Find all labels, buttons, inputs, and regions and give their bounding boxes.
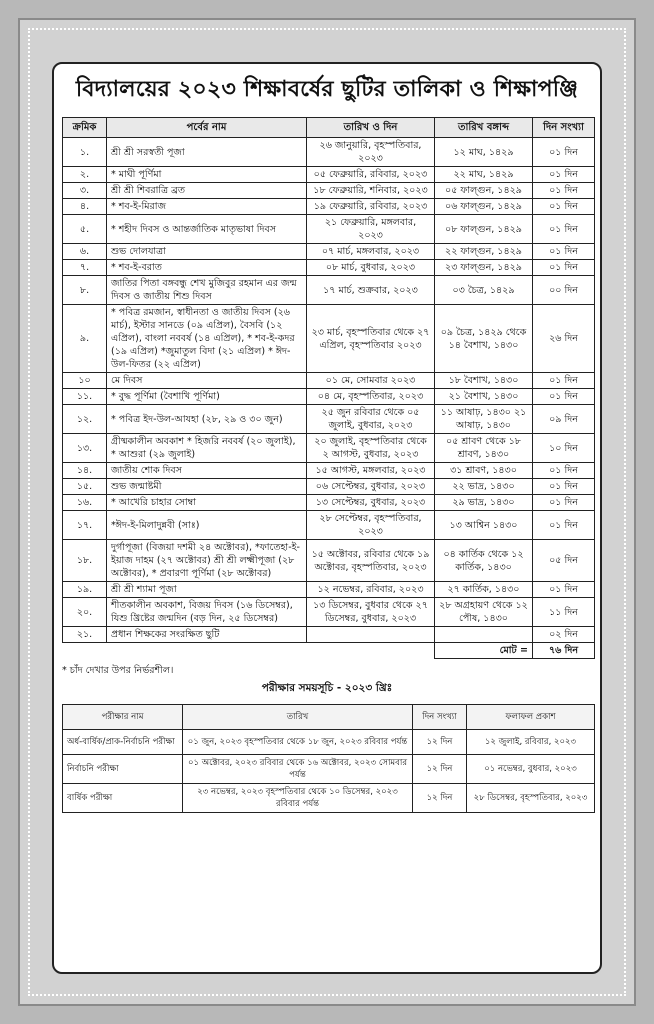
row-day-count: ০১ দিন [533,244,595,260]
holiday-row [63,199,595,215]
row-serial: ৮. [63,276,107,305]
row-bangla-date: ২১ বৈশাখ, ১৪৩০ [435,389,533,405]
row-festival-name: প্রধান শিক্ষকের সংরক্ষিত ছুটি [107,627,307,643]
holiday-row [63,183,595,199]
row-day-count: ২৬ দিন [533,305,595,373]
row-day-count: ০১ দিন [533,183,595,199]
row-festival-name: * পবিত্র ইদ-উল-আযহা (২৮, ২৯ ও ৩০ জুন) [107,405,307,434]
total-value: ৭৬ দিন [533,643,595,659]
row-bangla-date: ২২ ফাল্গুন, ১৪২৯ [435,244,533,260]
exam-date: ০১ অক্টোবর, ২০২৩ রবিবার থেকে ১৬ অক্টোবর, ২০২৩ সোমবার পর্যন্ত [183,755,413,784]
holiday-row [63,373,595,389]
row-festival-name: শ্রী শ্রী শ্যামা পূজা [107,582,307,598]
exam-body [63,730,595,813]
row-festival-name: * মাঘী পূর্ণিমা [107,167,307,183]
holiday-row [63,479,595,495]
holiday-row [63,276,595,305]
exam-name: বার্ষিক পরীক্ষা [63,784,183,813]
row-festival-name: * পবিত্র রমজান, স্বাধীনতা ও জাতীয় দিবস (২৬ মার্চ), ইস্টার সানডে (০৯ এপ্রিল), বৈসবি (১২ এপ্রিল), বাংলা নববর্ষ (১৪ এপ্রিল), * শব-ই-কদর (১৯ এপ্রিল) *জুমাতুল বিদা (২১ এপ্রিল) * ঈদ-উল-ফিতর (২২ এপ্রিল) [107,305,307,373]
row-bangla-date: ০৮ ফাল্গুন, ১৪২৯ [435,215,533,244]
row-serial: ২. [63,167,107,183]
row-date: ০৭ মার্চ, মঙ্গলবার, ২০২৩ [307,244,435,260]
row-day-count: ০১ দিন [533,511,595,540]
row-bangla-date: ২২ মাঘ, ১৪২৯ [435,167,533,183]
row-bangla-date: ০৯ চৈত্র, ১৪২৯ থেকে ১৪ বৈশাখ, ১৪৩০ [435,305,533,373]
exam-col-result: ফলাফল প্রকাশ [467,705,595,730]
holiday-row [63,215,595,244]
row-day-count: ০১ দিন [533,389,595,405]
row-serial: ১৩. [63,434,107,463]
row-festival-name: শ্রী শ্রী সরস্বতী পূজা [107,138,307,167]
row-date: ০১ মে, সোমবার ২০২৩ [307,373,435,389]
footnote: * চাঁদ দেখার উপর নির্ভরশীল। [62,665,174,676]
row-serial: ৬. [63,244,107,260]
row-day-count: ০১ দিন [533,463,595,479]
row-bangla-date: ০৪ কার্তিক থেকে ১২ কার্তিক, ১৪৩০ [435,540,533,582]
row-day-count: ০১ দিন [533,479,595,495]
row-festival-name: শুভ দোলযাত্রা [107,244,307,260]
row-serial: ৩. [63,183,107,199]
row-date: ১৫ অক্টোবর, রবিবার থেকে ১৯ অক্টোবর, বৃহস্পতিবার, ২০২৩ [307,540,435,582]
holiday-row [63,260,595,276]
row-day-count: ০১ দিন [533,582,595,598]
exam-result: ০১ নভেম্বর, বুধবার, ২০২৩ [467,755,595,784]
row-day-count: ০১ দিন [533,199,595,215]
exam-days: ১২ দিন [413,784,467,813]
row-day-count: ০৫ দিন [533,540,595,582]
row-day-count: ১১ দিন [533,598,595,627]
exam-col-days: দিন সংখ্যা [413,705,467,730]
row-festival-name: শীতকালীন অবকাশ, বিজয় দিবস (১৬ ডিসেম্বর), যিশু খ্রিষ্টের জন্মদিন (বড় দিন, ২৫ ডিসেম্বর) [107,598,307,627]
exam-result: ১২ জুলাই, রবিবার, ২০২৩ [467,730,595,755]
row-festival-name: জাতির পিতা বঙ্গবন্ধু শেখ মুজিবুর রহমান এর জন্ম দিবস ও জাতীয় শিশু দিবস [107,276,307,305]
row-serial: ২০. [63,598,107,627]
row-serial: ৪. [63,199,107,215]
row-serial: ১৯. [63,582,107,598]
row-festival-name: শ্রী শ্রী শিবরাত্রি ব্রত [107,183,307,199]
row-date: ২৬ জানুয়ারি, বৃহস্পতিবার, ২০২৩ [307,138,435,167]
exam-result: ২৮ ডিসেম্বর, বৃহস্পতিবার, ২০২৩ [467,784,595,813]
total-label: মোট = [435,643,533,659]
holiday-row [63,463,595,479]
row-bangla-date: ২৩ ফাল্গুন, ১৪২৯ [435,260,533,276]
page-title: বিদ্যালয়ের ২০২৩ শিক্ষাবর্ষের ছুটির তালিকা ও শিক্ষাপঞ্জি [75,77,579,102]
row-date: ১২ নভেম্বর, রবিবার, ২০২৩ [307,582,435,598]
exam-name: অর্ধ-বার্ষিক/প্রাক-নির্বাচনি পরীক্ষা [63,730,183,755]
holiday-row [63,627,595,643]
row-date: ১৭ মার্চ, শুক্রবার, ২০২৩ [307,276,435,305]
exam-col-date: তারিখ [183,705,413,730]
row-festival-name: * শব-ই-মিরাজ [107,199,307,215]
holiday-row [63,389,595,405]
holiday-row [63,167,595,183]
holiday-header-row [63,118,595,138]
row-day-count: ০১ দিন [533,495,595,511]
row-day-count: ০৯ দিন [533,405,595,434]
row-date: ২৮ সেপ্টেম্বর, বৃহস্পতিবার, ২০২৩ [307,511,435,540]
row-bangla-date: ১৩ আশ্বিন ১৪৩০ [435,511,533,540]
holiday-row [63,138,595,167]
row-date: ২৩ মার্চ, বৃহস্পতিবার থেকে ২৭ এপ্রিল, বৃহস্পতিবার ২০২৩ [307,305,435,373]
row-date: ০৫ ফেব্রুয়ারি, রবিবার, ২০২৩ [307,167,435,183]
col-bangla-date: তারিখ বঙ্গাব্দ [435,118,533,138]
exam-title: পরীক্ষার সময়সূচি - ২০২৩ খ্রিঃ [261,682,393,694]
row-date [307,627,435,643]
row-serial: ১০ [63,373,107,389]
holiday-row [63,582,595,598]
row-bangla-date [435,627,533,643]
holiday-row [63,305,595,373]
row-day-count: ০২ দিন [533,627,595,643]
row-serial: ১২. [63,405,107,434]
exam-date: ২৩ নভেম্বর, ২০২৩ বৃহস্পতিবার থেকে ১০ ডিসেম্বর, ২০২৩ রবিবার পর্যন্ত [183,784,413,813]
exam-name: নির্বাচনি পরীক্ষা [63,755,183,784]
row-festival-name: জাতীয় শোক দিবস [107,463,307,479]
row-serial: ১৪. [63,463,107,479]
row-serial: ১১. [63,389,107,405]
row-serial: ৫. [63,215,107,244]
row-date: ২৫ জুন রবিবার থেকে ০৫ জুলাই, বুধবার, ২০২৩ [307,405,435,434]
row-serial: ৭. [63,260,107,276]
row-festival-name: *ঈদ-ই-মিলাদুন্নবী (সাঃ) [107,511,307,540]
row-bangla-date: ০৫ শ্রাবণ থেকে ১৮ শ্রাবণ, ১৪৩০ [435,434,533,463]
holiday-row [63,598,595,627]
row-festival-name: * শব-ই-বরাত [107,260,307,276]
total-row [63,643,595,659]
exam-row [63,784,595,813]
row-festival-name: * আখেরি চাহার সোম্বা [107,495,307,511]
exam-header-row [63,705,595,730]
row-bangla-date: ৩১ শ্রাবণ, ১৪৩০ [435,463,533,479]
row-serial: ৯. [63,305,107,373]
col-serial: ক্রমিক [63,118,107,138]
col-festival: পর্বের নাম [107,118,307,138]
holiday-row [63,405,595,434]
row-day-count: ০১ দিন [533,373,595,389]
row-bangla-date: ১৮ বৈশাখ, ১৪৩০ [435,373,533,389]
row-festival-name: শুভ জন্মাষ্টমী [107,479,307,495]
holiday-row [63,244,595,260]
exam-days: ১২ দিন [413,755,467,784]
row-serial: ২১. [63,627,107,643]
row-bangla-date: ২২ ভাদ্র, ১৪৩০ [435,479,533,495]
row-bangla-date: ২৭ কার্তিক, ১৪৩০ [435,582,533,598]
row-bangla-date: ২৯ ভাদ্র, ১৪৩০ [435,495,533,511]
row-date: ০৪ মে, বৃহস্পতিবার, ২০২৩ [307,389,435,405]
row-date: ১৮ ফেব্রুয়ারি, শনিবার, ২০২৩ [307,183,435,199]
exam-row [63,730,595,755]
exam-date: ০১ জুন, ২০২৩ বৃহস্পতিবার থেকে ১৮ জুন, ২০২৩ রবিবার পর্যন্ত [183,730,413,755]
holiday-row [63,511,595,540]
row-date: ২০ জুলাই, বৃহস্পতিবার থেকে ২ আগস্ট, বুধবার, ২০২৩ [307,434,435,463]
row-serial: ১৫. [63,479,107,495]
row-festival-name: দুর্গাপূজা (বিজয়া দশমী ২৪ অক্টোবর), *ফাতেহা-ই-ইয়াজ দাহম (২৭ অক্টোবর) শ্রী শ্রী লক্ষ্মীপূজা (২৮ অক্টোবর), * প্রবারণা পূর্ণিমা (২৮ অক্টোবর) [107,540,307,582]
exam-row [63,755,595,784]
row-serial: ১৬. [63,495,107,511]
row-bangla-date: ০৩ চৈত্র, ১৪২৯ [435,276,533,305]
row-bangla-date: ০৬ ফাল্গুন, ১৪২৯ [435,199,533,215]
row-bangla-date: ০৫ ফাল্গুন, ১৪২৯ [435,183,533,199]
exam-days: ১২ দিন [413,730,467,755]
row-date: ০৮ মার্চ, বুধবার, ২০২৩ [307,260,435,276]
row-date: ১৩ সেপ্টেম্বর, বুধবার, ২০২৩ [307,495,435,511]
col-days: দিন সংখ্যা [533,118,595,138]
holiday-row [63,495,595,511]
row-festival-name: গ্রীষ্মকালীন অবকাশ * হিজরি নববর্ষ (২০ জুলাই), * আশুরা (২৯ জুলাই) [107,434,307,463]
exam-table [62,704,595,813]
row-serial: ১. [63,138,107,167]
row-bangla-date: ২৮ অগ্রহায়ণ থেকে ১২ পৌষ, ১৪৩০ [435,598,533,627]
holiday-table [62,117,595,659]
row-date: ১৩ ডিসেম্বর, বুধবার থেকে ২৭ ডিসেম্বর, বুধবার, ২০২৩ [307,598,435,627]
holiday-row [63,540,595,582]
row-festival-name: * বুদ্ধ পূর্ণিমা (বৈশাখি পূর্ণিমা) [107,389,307,405]
holiday-row [63,434,595,463]
row-bangla-date: ১২ মাঘ, ১৪২৯ [435,138,533,167]
row-festival-name: * শহীদ দিবস ও আন্তর্জাতিক মাতৃভাষা দিবস [107,215,307,244]
row-day-count: ১০ দিন [533,434,595,463]
row-day-count: ০১ দিন [533,260,595,276]
row-serial: ১৭. [63,511,107,540]
col-date: তারিখ ও দিন [307,118,435,138]
row-day-count: ০১ দিন [533,138,595,167]
holiday-body [63,138,595,643]
row-date: ১৫ আগস্ট, মঙ্গলবার, ২০২৩ [307,463,435,479]
row-day-count: ০১ দিন [533,167,595,183]
row-date: ১৯ ফেব্রুয়ারি, রবিবার, ২০২৩ [307,199,435,215]
row-festival-name: মে দিবস [107,373,307,389]
row-bangla-date: ১১ আষাঢ়, ১৪৩০ ২১ আষাঢ়, ১৪৩০ [435,405,533,434]
row-date: ২১ ফেব্রুয়ারি, মঙ্গলবার, ২০২৩ [307,215,435,244]
row-date: ০৬ সেপ্টেম্বর, বুধবার, ২০২৩ [307,479,435,495]
row-day-count: ০১ দিন [533,215,595,244]
row-day-count: ০০ দিন [533,276,595,305]
exam-col-name: পরীক্ষার নাম [63,705,183,730]
row-serial: ১৮. [63,540,107,582]
calendar-sheet [52,62,602,974]
